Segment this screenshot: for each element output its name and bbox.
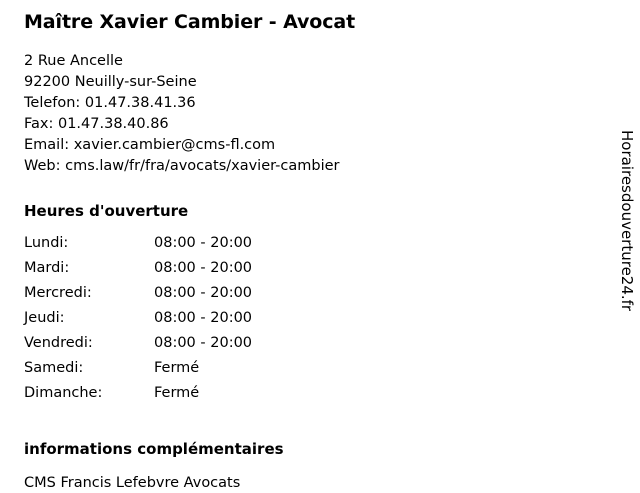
- hours-time: Fermé: [154, 359, 200, 376]
- hours-day: Samedi:: [24, 359, 84, 376]
- additional-info-text: CMS Francis Lefebvre Avocats: [24, 474, 241, 491]
- card-content: [24, 10, 594, 493]
- fax-line: Fax: 01.47.38.40.86: [24, 115, 169, 132]
- hours-day: Mardi:: [24, 259, 70, 276]
- table-row: [24, 284, 252, 309]
- address-street: 2 Rue Ancelle: [24, 52, 123, 69]
- table-row: [24, 309, 252, 334]
- hours-time: 08:00 - 20:00: [154, 259, 253, 276]
- table-row: [24, 384, 252, 409]
- hours-time: 08:00 - 20:00: [154, 234, 253, 251]
- email-line: Email: xavier.cambier@cms-fl.com: [24, 136, 276, 153]
- web-line: Web: cms.law/fr/fra/avocats/xavier-cambier: [24, 157, 340, 174]
- hours-time: 08:00 - 20:00: [154, 284, 253, 301]
- hours-day: Dimanche:: [24, 384, 103, 401]
- address-city: 92200 Neuilly-sur-Seine: [24, 73, 197, 90]
- brand-watermark: Horairesdouverture24.fr: [618, 130, 636, 312]
- hours-time: 08:00 - 20:00: [154, 334, 253, 351]
- table-row: [24, 234, 252, 259]
- hours-time: Fermé: [154, 384, 200, 401]
- table-row: [24, 259, 252, 284]
- opening-hours-heading: Heures d'ouverture: [24, 201, 189, 220]
- additional-info-heading: informations complémentaires: [24, 439, 284, 458]
- phone-line: Telefon: 01.47.38.41.36: [24, 94, 196, 111]
- opening-hours-table: [24, 234, 252, 409]
- address-block: [24, 51, 594, 177]
- hours-day: Mercredi:: [24, 284, 92, 301]
- hours-day: Vendredi:: [24, 334, 93, 351]
- hours-time: 08:00 - 20:00: [154, 309, 253, 326]
- hours-day: Jeudi:: [24, 309, 65, 326]
- table-row: [24, 334, 252, 359]
- table-row: [24, 359, 252, 384]
- hours-day: Lundi:: [24, 234, 69, 251]
- page-title: Maître Xavier Cambier - Avocat: [24, 11, 356, 33]
